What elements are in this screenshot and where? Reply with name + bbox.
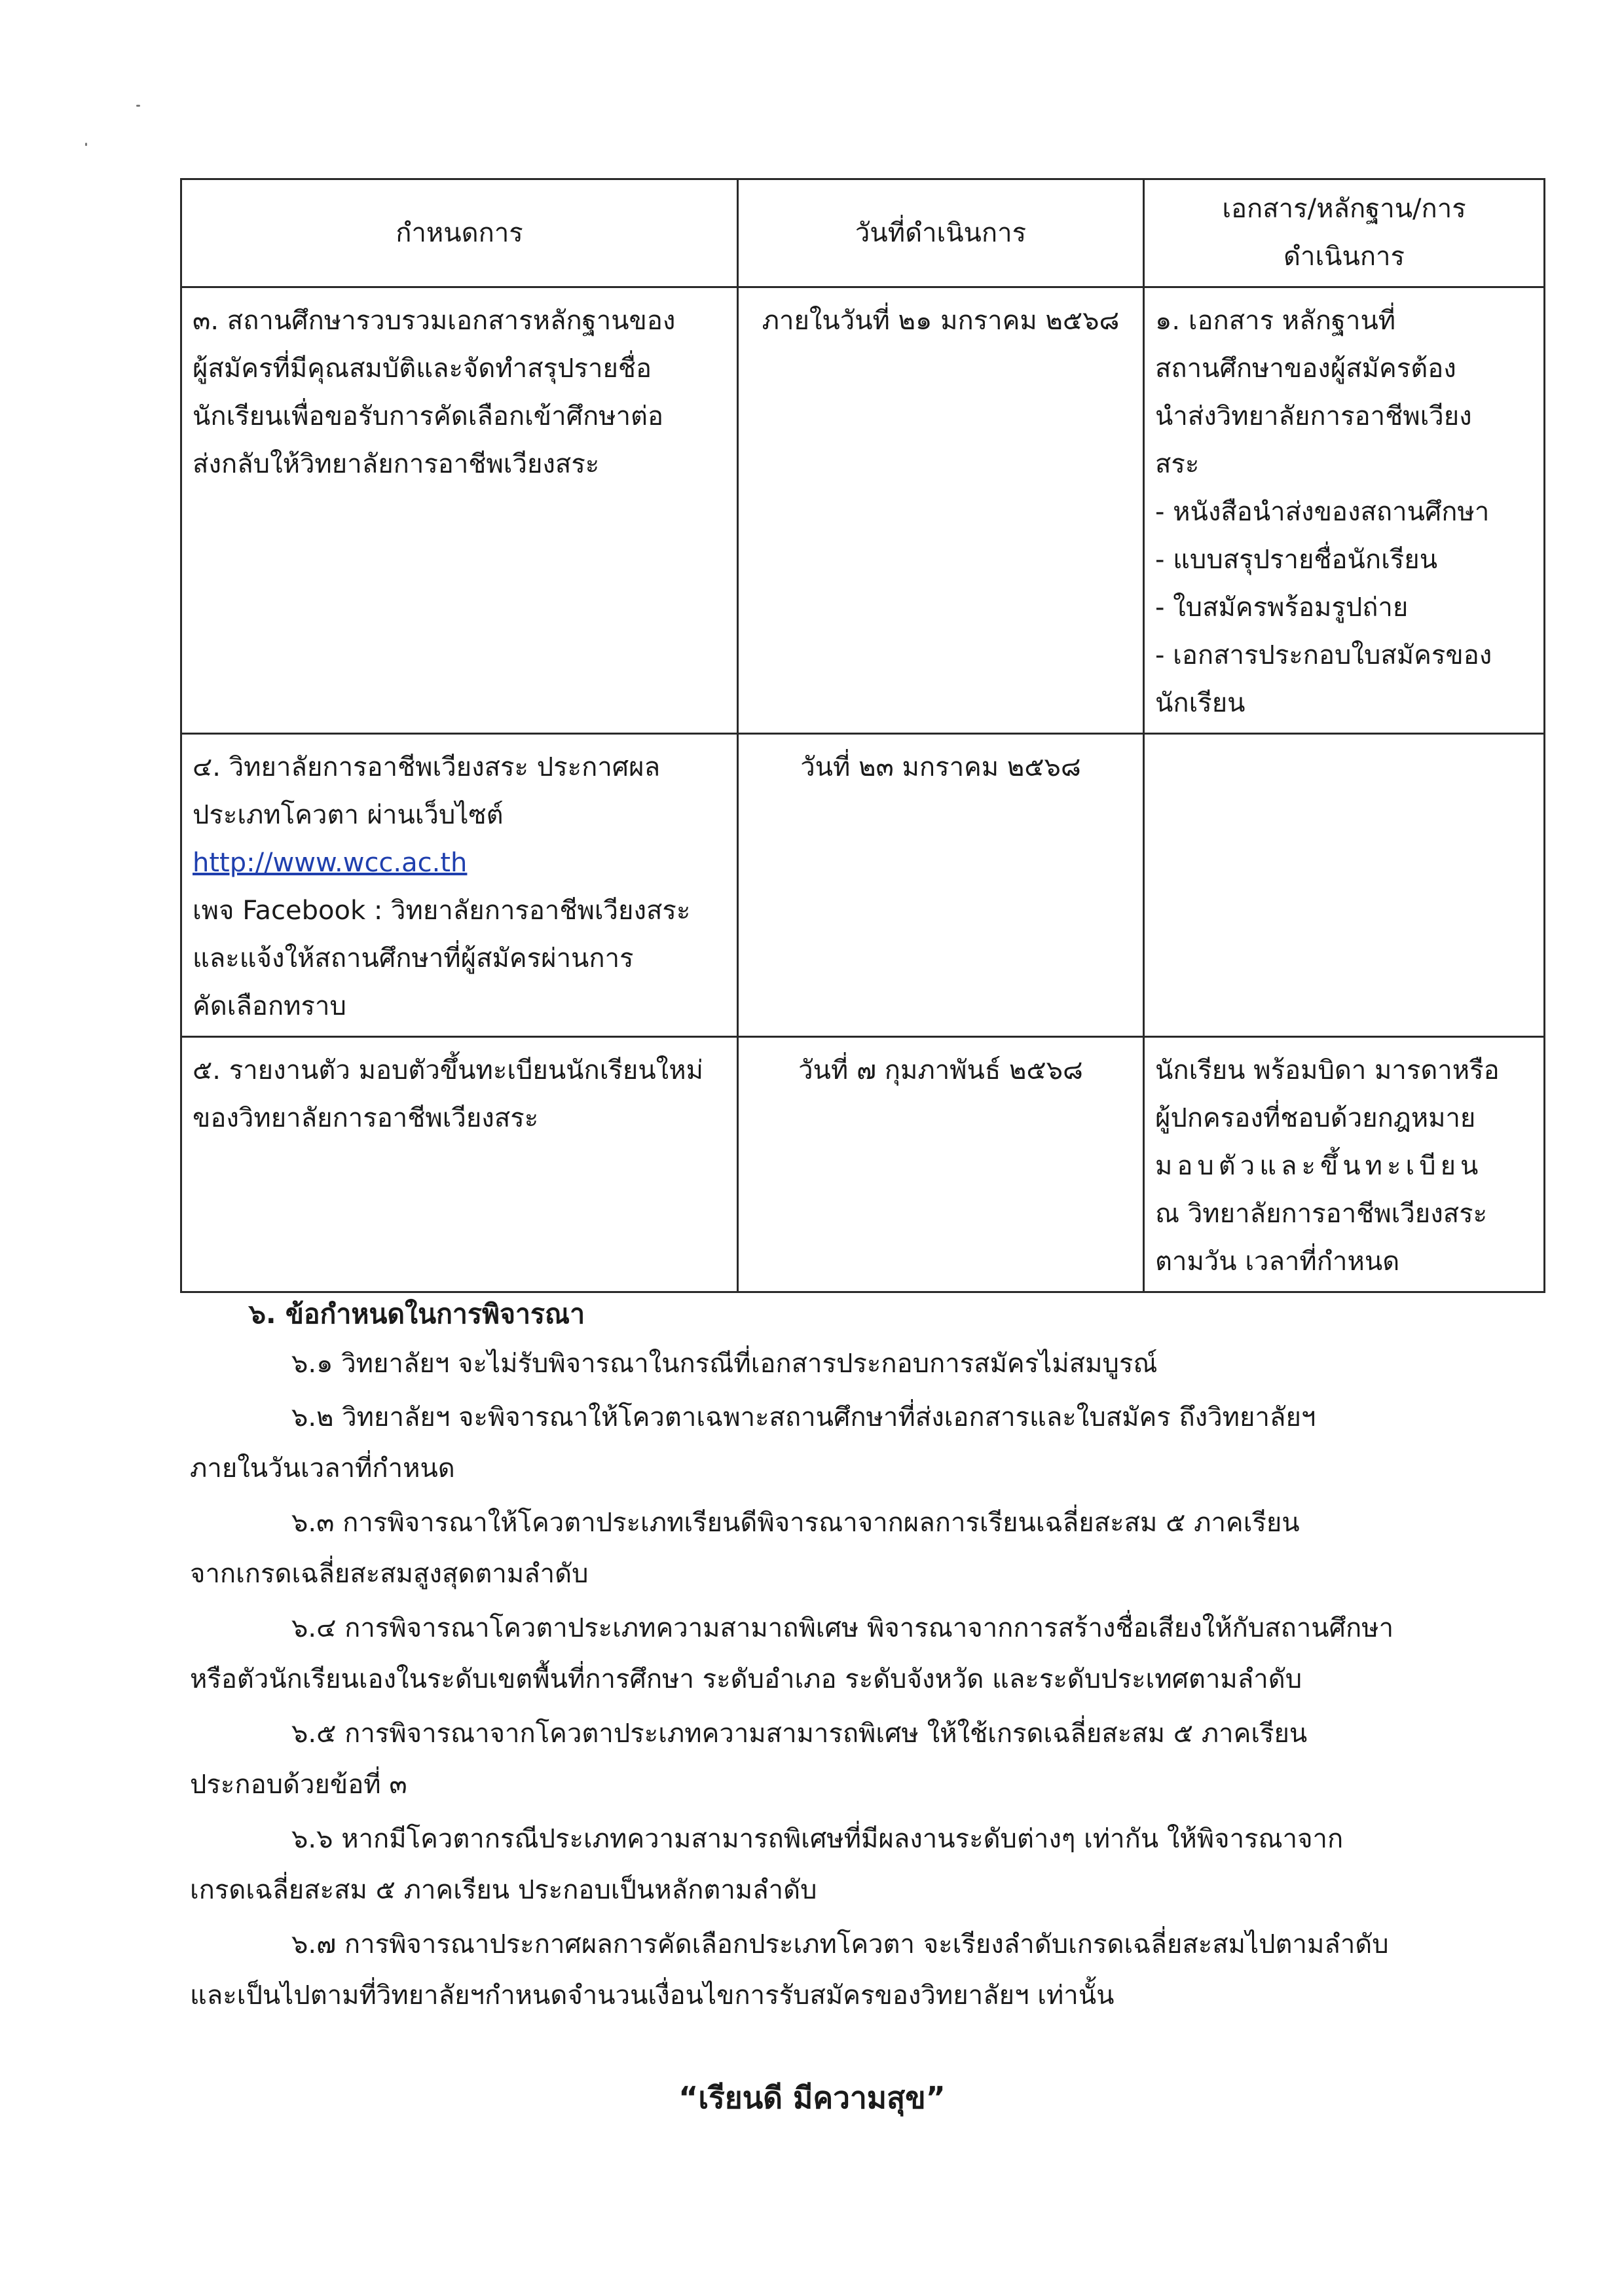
header-documents-line: เอกสาร/หลักฐาน/การ [1222, 194, 1466, 224]
documents-line: สระ [1155, 449, 1200, 479]
criteria-6-2: ๖.๒ วิทยาลัยฯ จะพิจารณาให้โควตาเฉพาะสถานศึกษาที่ส่งเอกสารและใบสมัคร ถึงวิทยาลัยฯ [291, 1402, 1316, 1432]
schedule-line: เพจ Facebook : วิทยาลัยการอาชีพเวียงสระ [193, 896, 691, 926]
criteria-6-3-cont: จากเกรดเฉลี่ยสะสมสูงสุดตามลำดับ [190, 1559, 589, 1589]
schedule-line: นักเรียนเพื่อขอรับการคัดเลือกเข้าศึกษาต่อ [193, 401, 664, 431]
schedule-cell [181, 1037, 738, 1292]
documents-cell [1144, 734, 1545, 1037]
criteria-6-6: ๖.๖ หากมีโควตากรณีประเภทความสามารถพิเศษที่มีผลงานระดับต่างๆ เท่ากัน ให้พิจารณาจาก [291, 1824, 1344, 1854]
schedule-line: ๔. วิทยาลัยการอาชีพเวียงสระ ประกาศผล [193, 752, 661, 782]
date-cell: ภายในวันที่ ๒๑ มกราคม ๒๕๖๘ [738, 287, 1144, 734]
scan-speck [85, 143, 87, 146]
documents-line: นำส่งวิทยาลัยการอาชีพเวียง [1155, 401, 1472, 431]
table-row [181, 287, 1545, 734]
schedule-cell [181, 287, 738, 734]
scan-speck [136, 105, 140, 107]
schedule-line: และแจ้งให้สถานศึกษาที่ผู้สมัครผ่านการ [193, 943, 634, 974]
documents-cell [1144, 287, 1545, 734]
header-date: วันที่ดำเนินการ [738, 179, 1144, 287]
table-header-row [181, 179, 1545, 287]
schedule-line: ส่งกลับให้วิทยาลัยการอาชีพเวียงสระ [193, 449, 600, 479]
header-schedule: กำหนดการ [181, 179, 738, 287]
schedule-line: ผู้สมัครที่มีคุณสมบัติและจัดทำสรุปรายชื่อ [193, 354, 652, 384]
schedule-line: ของวิทยาลัยการอาชีพเวียงสระ [193, 1103, 539, 1133]
table-row [181, 734, 1545, 1037]
schedule-line: ๕. รายงานตัว มอบตัวขึ้นทะเบียนนักเรียนใหม่ [193, 1055, 703, 1085]
documents-cell [1144, 1037, 1545, 1292]
schedule-table [180, 178, 1545, 1293]
criteria-6-5: ๖.๕ การพิจารณาจากโควตาประเภทความสามารถพิเศษ ให้ใช้เกรดเฉลี่ยสะสม ๕ ภาคเรียน [291, 1719, 1308, 1749]
documents-line: สถานศึกษาของผู้สมัครต้อง [1155, 354, 1456, 384]
documents-line: นักเรียน พร้อมบิดา มารดาหรือ [1155, 1055, 1500, 1085]
documents-line: - เอกสารประกอบใบสมัครของ [1155, 640, 1492, 670]
criteria-6-1: ๖.๑ วิทยาลัยฯ จะไม่รับพิจารณาในกรณีที่เอกสารประกอบการสมัครไม่สมบูรณ์ [291, 1349, 1158, 1379]
schedule-line: ประเภทโควตา ผ่านเว็บไซต์ [193, 800, 504, 830]
documents-line: - แบบสรุปรายชื่อนักเรียน [1155, 545, 1438, 575]
criteria-6-5-cont: ประกอบด้วยข้อที่ ๓ [190, 1770, 407, 1800]
table-row [181, 1037, 1545, 1292]
criteria-6-4-cont: หรือตัวนักเรียนเองในระดับเขตพื้นที่การศึกษา ระดับอำเภอ ระดับจังหวัด และระดับประเทศตามลำดับ [190, 1664, 1302, 1694]
header-documents-line: ดำเนินการ [1283, 242, 1405, 272]
schedule-line: คัดเลือกทราบ [193, 991, 346, 1021]
header-documents [1144, 179, 1545, 287]
date-cell: วันที่ ๗ กุมภาพันธ์ ๒๕๖๘ [738, 1037, 1144, 1292]
documents-line: ตามวัน เวลาที่กำหนด [1155, 1247, 1400, 1277]
date-cell: วันที่ ๒๓ มกราคม ๒๕๖๘ [738, 734, 1144, 1037]
criteria-6-4: ๖.๔ การพิจารณาโควตาประเภทความสามาถพิเศษ พิจารณาจากการสร้างชื่อเสียงให้กับสถานศึกษา [291, 1613, 1394, 1643]
criteria-6-3: ๖.๓ การพิจารณาให้โควตาประเภทเรียนดีพิจารณาจากผลการเรียนเฉลี่ยสะสม ๕ ภาคเรียน [291, 1508, 1300, 1538]
documents-line: ณ วิทยาลัยการอาชีพเวียงสระ [1155, 1199, 1488, 1229]
website-link-line [193, 839, 726, 887]
schedule-cell [181, 734, 738, 1037]
documents-line: ๑. เอกสาร หลักฐานที่ [1155, 306, 1396, 336]
schedule-line: ๓. สถานศึกษารวบรวมเอกสารหลักฐานของ [193, 306, 676, 336]
criteria-6-7: ๖.๗ การพิจารณาประกาศผลการคัดเลือกประเภทโควตา จะเรียงลำดับเกรดเฉลี่ยสะสมไปตามลำดับ [291, 1929, 1389, 1959]
criteria-6-7-cont: และเป็นไปตามที่วิทยาลัยฯกำหนดจำนวนเงื่อนไขการรับสมัครของวิทยาลัยฯ เท่านั้น [190, 1980, 1115, 2011]
documents-line: นักเรียน [1155, 688, 1246, 718]
section-6-title: ๖. ข้อกำหนดในการพิจารณา [249, 1298, 585, 1330]
documents-line: ผู้ปกครองที่ชอบด้วยกฎหมาย [1155, 1103, 1476, 1133]
criteria-6-6-cont: เกรดเฉลี่ยสะสม ๕ ภาคเรียน ประกอบเป็นหลักตามลำดับ [190, 1875, 817, 1905]
website-link[interactable]: http://www.wcc.ac.th [193, 848, 468, 878]
motto: “เรียนดี มีความสุข” [678, 2080, 946, 2115]
documents-line: มอบตัวและขึ้นทะเบียน [1155, 1151, 1483, 1181]
documents-line: - ใบสมัครพร้อมรูปถ่าย [1155, 592, 1409, 623]
documents-line: - หนังสือนำส่งของสถานศึกษา [1155, 497, 1490, 527]
criteria-6-2-cont: ภายในวันเวลาที่กำหนด [190, 1453, 455, 1484]
